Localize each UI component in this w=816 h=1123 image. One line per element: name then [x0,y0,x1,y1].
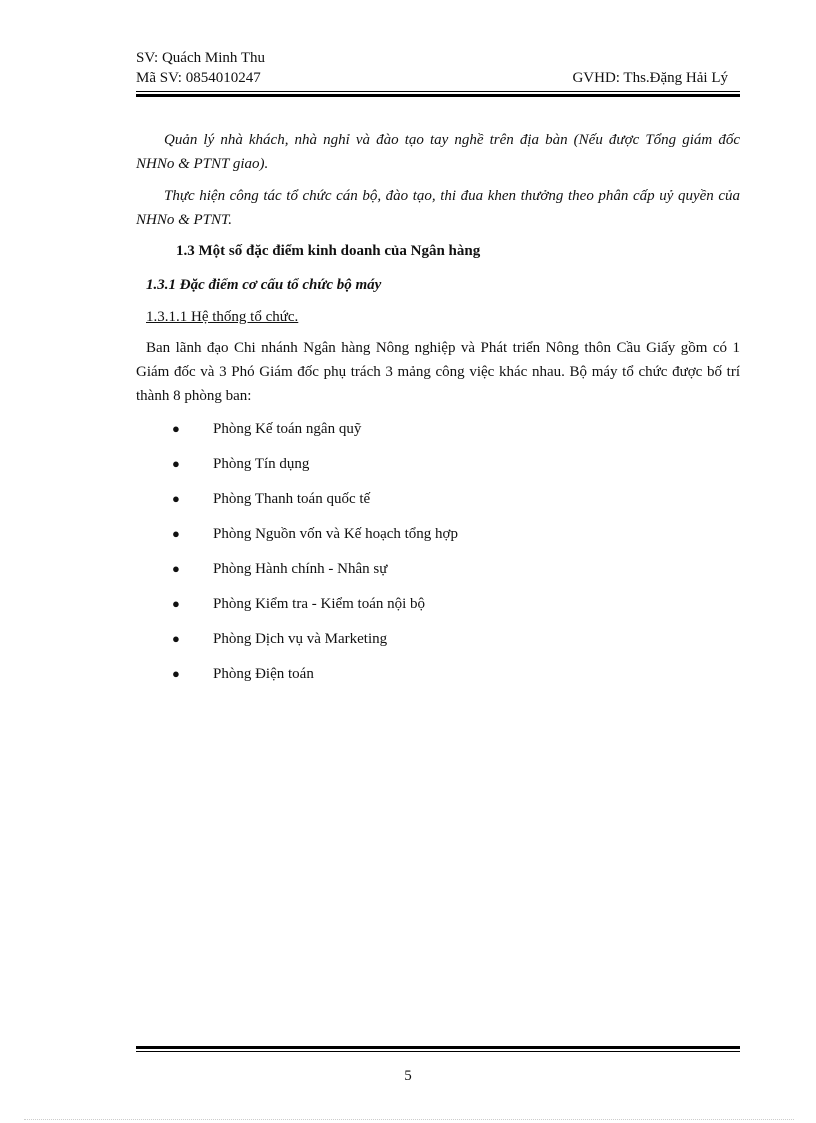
page-number: 5 [404,1068,412,1084]
page-edge-divider [24,1119,794,1120]
bullet-icon: ● [172,456,180,471]
bullet-icon: ● [172,666,180,681]
bullet-icon: ● [172,561,180,576]
subsubsection-heading: 1.3.1.1 Hệ thống tổ chức. [146,309,299,325]
list-item [136,488,740,523]
list-item [136,593,740,628]
header-row-2 [136,68,740,88]
list-item [136,453,740,488]
bullet-icon: ● [172,526,180,541]
footer-rule [136,1046,740,1052]
student-id: Mã SV: 0854010247 [136,70,261,86]
body-paragraph: Ban lãnh đạo Chi nhánh Ngân hàng Nông nghiệp và Phát triển Nông thôn Cầu Giấy gồm có 1 Giám đốc và 3 Phó Giám đốc phụ trách 3 mảng công việc khác nhau. Bộ máy tổ chức được bố trí thành 8 phòng ban: [136,340,740,404]
subsection-heading: 1.3.1 Đặc điểm cơ cấu tổ chức bộ máy [146,277,382,293]
list-item [136,628,740,663]
bullet-icon: ● [172,491,180,506]
bullet-icon: ● [172,421,180,436]
department-label: Phòng Nguồn vốn và Kế hoạch tổng hợp [213,526,458,542]
list-item [136,523,740,558]
section-heading: 1.3 Một số đặc điểm kinh doanh của Ngân hàng [176,243,481,259]
page-content [136,128,740,698]
list-item [136,663,740,698]
bullet-icon: ● [172,596,180,611]
department-label: Phòng Kế toán ngân quỹ [213,421,362,437]
advisor-name: GVHD: Ths.Đặng Hải Lý [572,70,728,86]
header-rule [136,91,740,97]
department-label: Phòng Dịch vụ và Marketing [213,631,388,647]
bullet-icon: ● [172,631,180,646]
paragraph-guesthouse: Quản lý nhà khách, nhà nghỉ và đào tạo tay nghề trên địa bàn (Nếu được Tổng giám đốc NHNo & PTNT giao). [136,132,740,172]
department-label: Phòng Thanh toán quốc tế [213,491,371,507]
department-label: Phòng Điện toán [213,666,314,682]
list-item [136,558,740,593]
paragraph-personnel: Thực hiện công tác tổ chức cán bộ, đào tạo, thi đua khen thưởng theo phân cấp uỷ quyền của NHNo & PTNT. [136,188,740,228]
list-item [136,418,740,453]
student-name: SV: Quách Minh Thu [136,50,266,66]
department-list [136,418,740,698]
page-header [136,48,740,88]
department-label: Phòng Kiểm tra - Kiểm toán nội bộ [213,596,426,612]
department-label: Phòng Tín dụng [213,456,310,472]
department-label: Phòng Hành chính - Nhân sự [213,561,388,577]
